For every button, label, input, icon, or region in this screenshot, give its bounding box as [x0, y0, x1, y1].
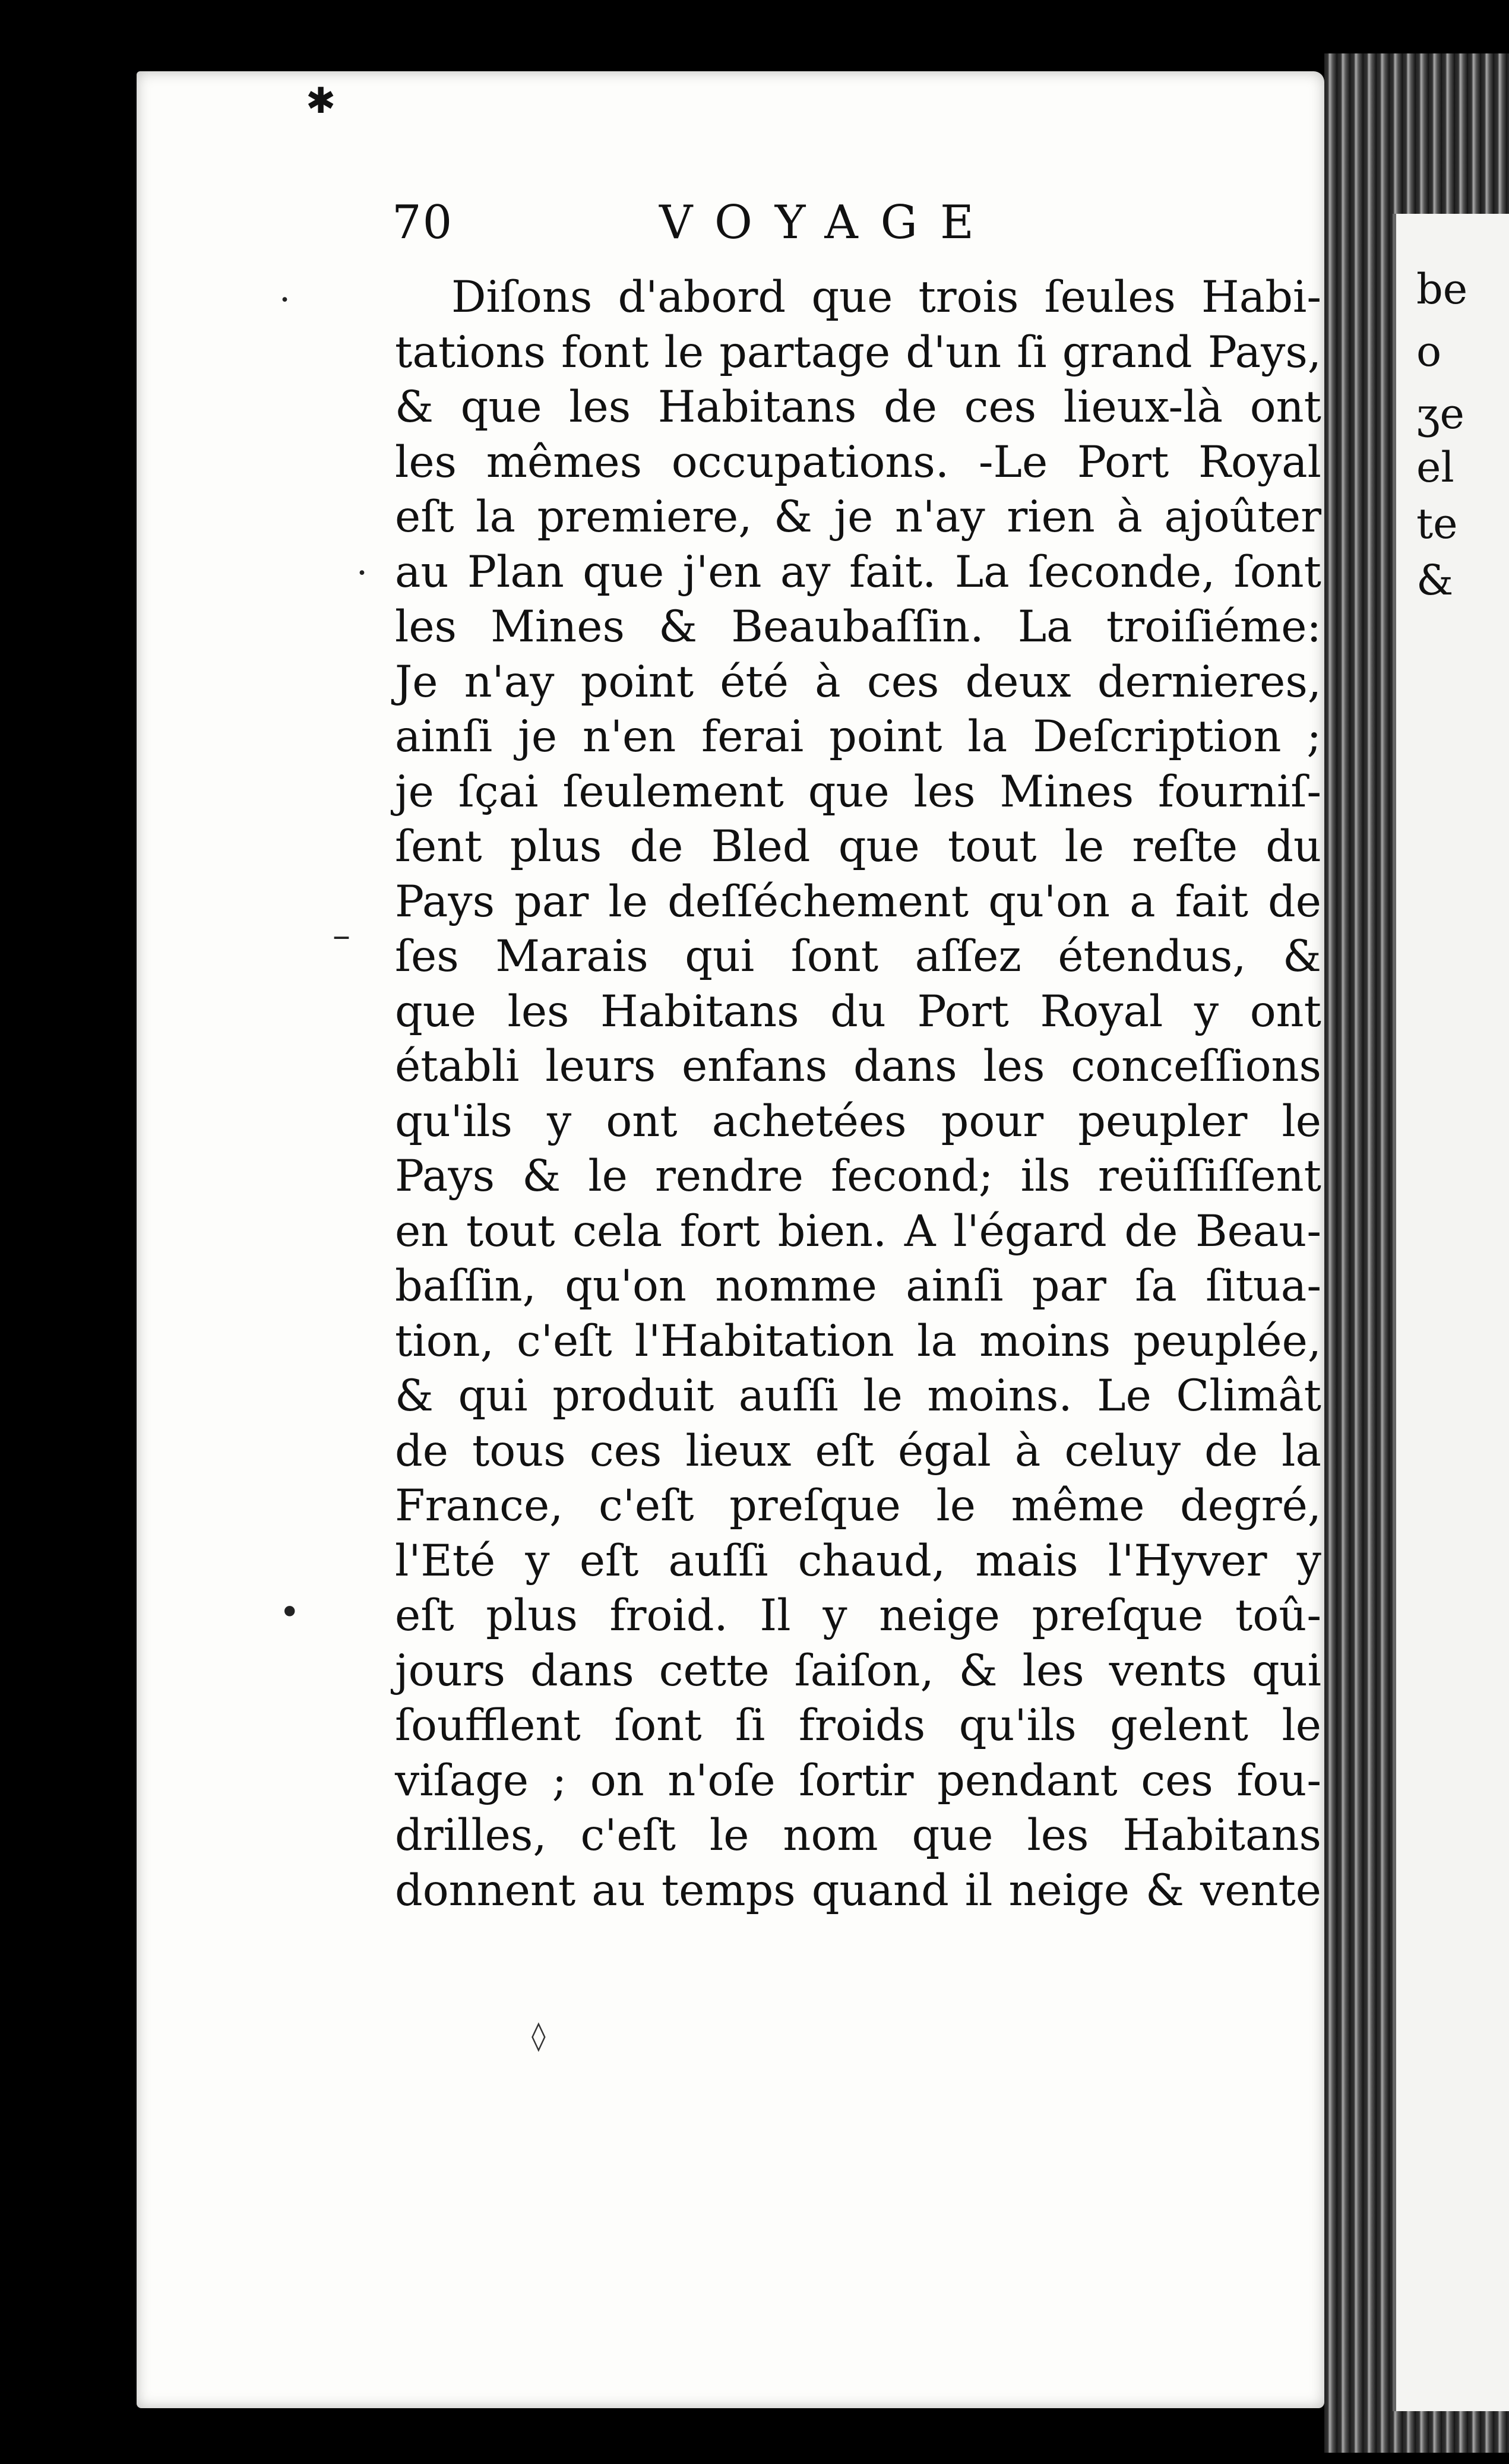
text-line: de tous ces lieux eſt égal à celuy de la: [395, 1425, 1321, 1476]
text-line: établi leurs enfans dans les conceſſions: [395, 1041, 1321, 1092]
next-page-fragment: be: [1416, 265, 1468, 314]
text-line: que les Habitans du Port Royal y ont: [395, 986, 1321, 1037]
text-line: en tout cela fort bien. A l'égard de Beau-: [395, 1206, 1321, 1257]
margin-dot: ·: [279, 279, 291, 321]
text-line: au Plan que j'en ay fait. La ſeconde, ſont: [395, 546, 1321, 597]
body-text: [395, 270, 1321, 1918]
text-line: ainſi je n'en ferai point la Deſcription ;: [395, 711, 1321, 762]
text-line: ſes Marais qui ſont aſſez étendus, &: [395, 931, 1321, 982]
text-line: Je n'ay point été à ces deux dernieres,: [395, 656, 1321, 707]
text-line: jours dans cette ſaiſon, & les vents qui: [395, 1645, 1321, 1696]
margin-dot: •: [279, 1592, 300, 1633]
text-line: Diſons d'abord que trois ſeules Habi-: [451, 272, 1321, 322]
text-line: les mêmes occupations. -Le Port Royal: [395, 437, 1321, 488]
text-line: tations font le partage d'un ſi grand Pays,: [395, 327, 1321, 378]
ink-mark: ◊: [532, 2019, 546, 2052]
text-line: les Mines & Beaubaſſin. La troiſiéme:: [395, 602, 1321, 652]
text-line: France, c'eſt preſque le même degré,: [395, 1481, 1321, 1531]
text-line: viſage ; on n'oſe ſortir pendant ces fou-: [395, 1755, 1321, 1806]
text-line: drilles, c'eſt le nom que les Habitans: [395, 1810, 1321, 1861]
text-line: je ſçai ſeulement que les Mines fourniſ-: [395, 766, 1321, 817]
page-number: 70: [392, 196, 454, 249]
margin-dot: ·: [356, 552, 368, 594]
text-line: eſt la premiere, & je n'ay rien à ajoûter: [395, 492, 1321, 542]
next-page-fragment: el: [1416, 443, 1454, 492]
next-page-fragment: &: [1416, 556, 1454, 605]
text-line: eſt plus froid. Il y neige preſque toû-: [395, 1590, 1321, 1641]
running-head: VOYAGE: [659, 196, 996, 249]
text-line: & qui produit auſſi le moins. Le Climât: [395, 1371, 1321, 1421]
text-line: baſſin, qu'on nomme ainſi par ſa ſitua-: [395, 1261, 1321, 1311]
text-line: donnent au temps quand il neige & vente: [395, 1865, 1321, 1916]
text-line: & que les Habitans de ces lieux-là ont: [395, 382, 1321, 432]
page-header: [392, 196, 1295, 273]
text-line: ſoufflent ſont ſi froids qu'ils gelent le: [395, 1700, 1321, 1751]
text-line: l'Eté y eſt auſſi chaud, mais l'Hyver y: [395, 1535, 1321, 1586]
next-page-fragment: te: [1416, 499, 1458, 548]
margin-dash: –: [333, 915, 350, 956]
text-line: qu'ils y ont achetées pour peupler le: [395, 1096, 1321, 1147]
text-line: Pays par le deſſéchement qu'on a fait de: [395, 876, 1321, 927]
text-line: Pays & le rendre fecond; ils reüſſiſſent: [395, 1151, 1321, 1201]
ink-mark: ✱: [306, 80, 336, 122]
text-line: tion, c'eſt l'Habitation la moins peuplée,: [395, 1315, 1321, 1367]
next-page-fragment: ʒe: [1416, 390, 1464, 438]
next-page-fragment: o: [1416, 327, 1442, 376]
text-line: ſent plus de Bled que tout le reſte du: [395, 821, 1321, 872]
